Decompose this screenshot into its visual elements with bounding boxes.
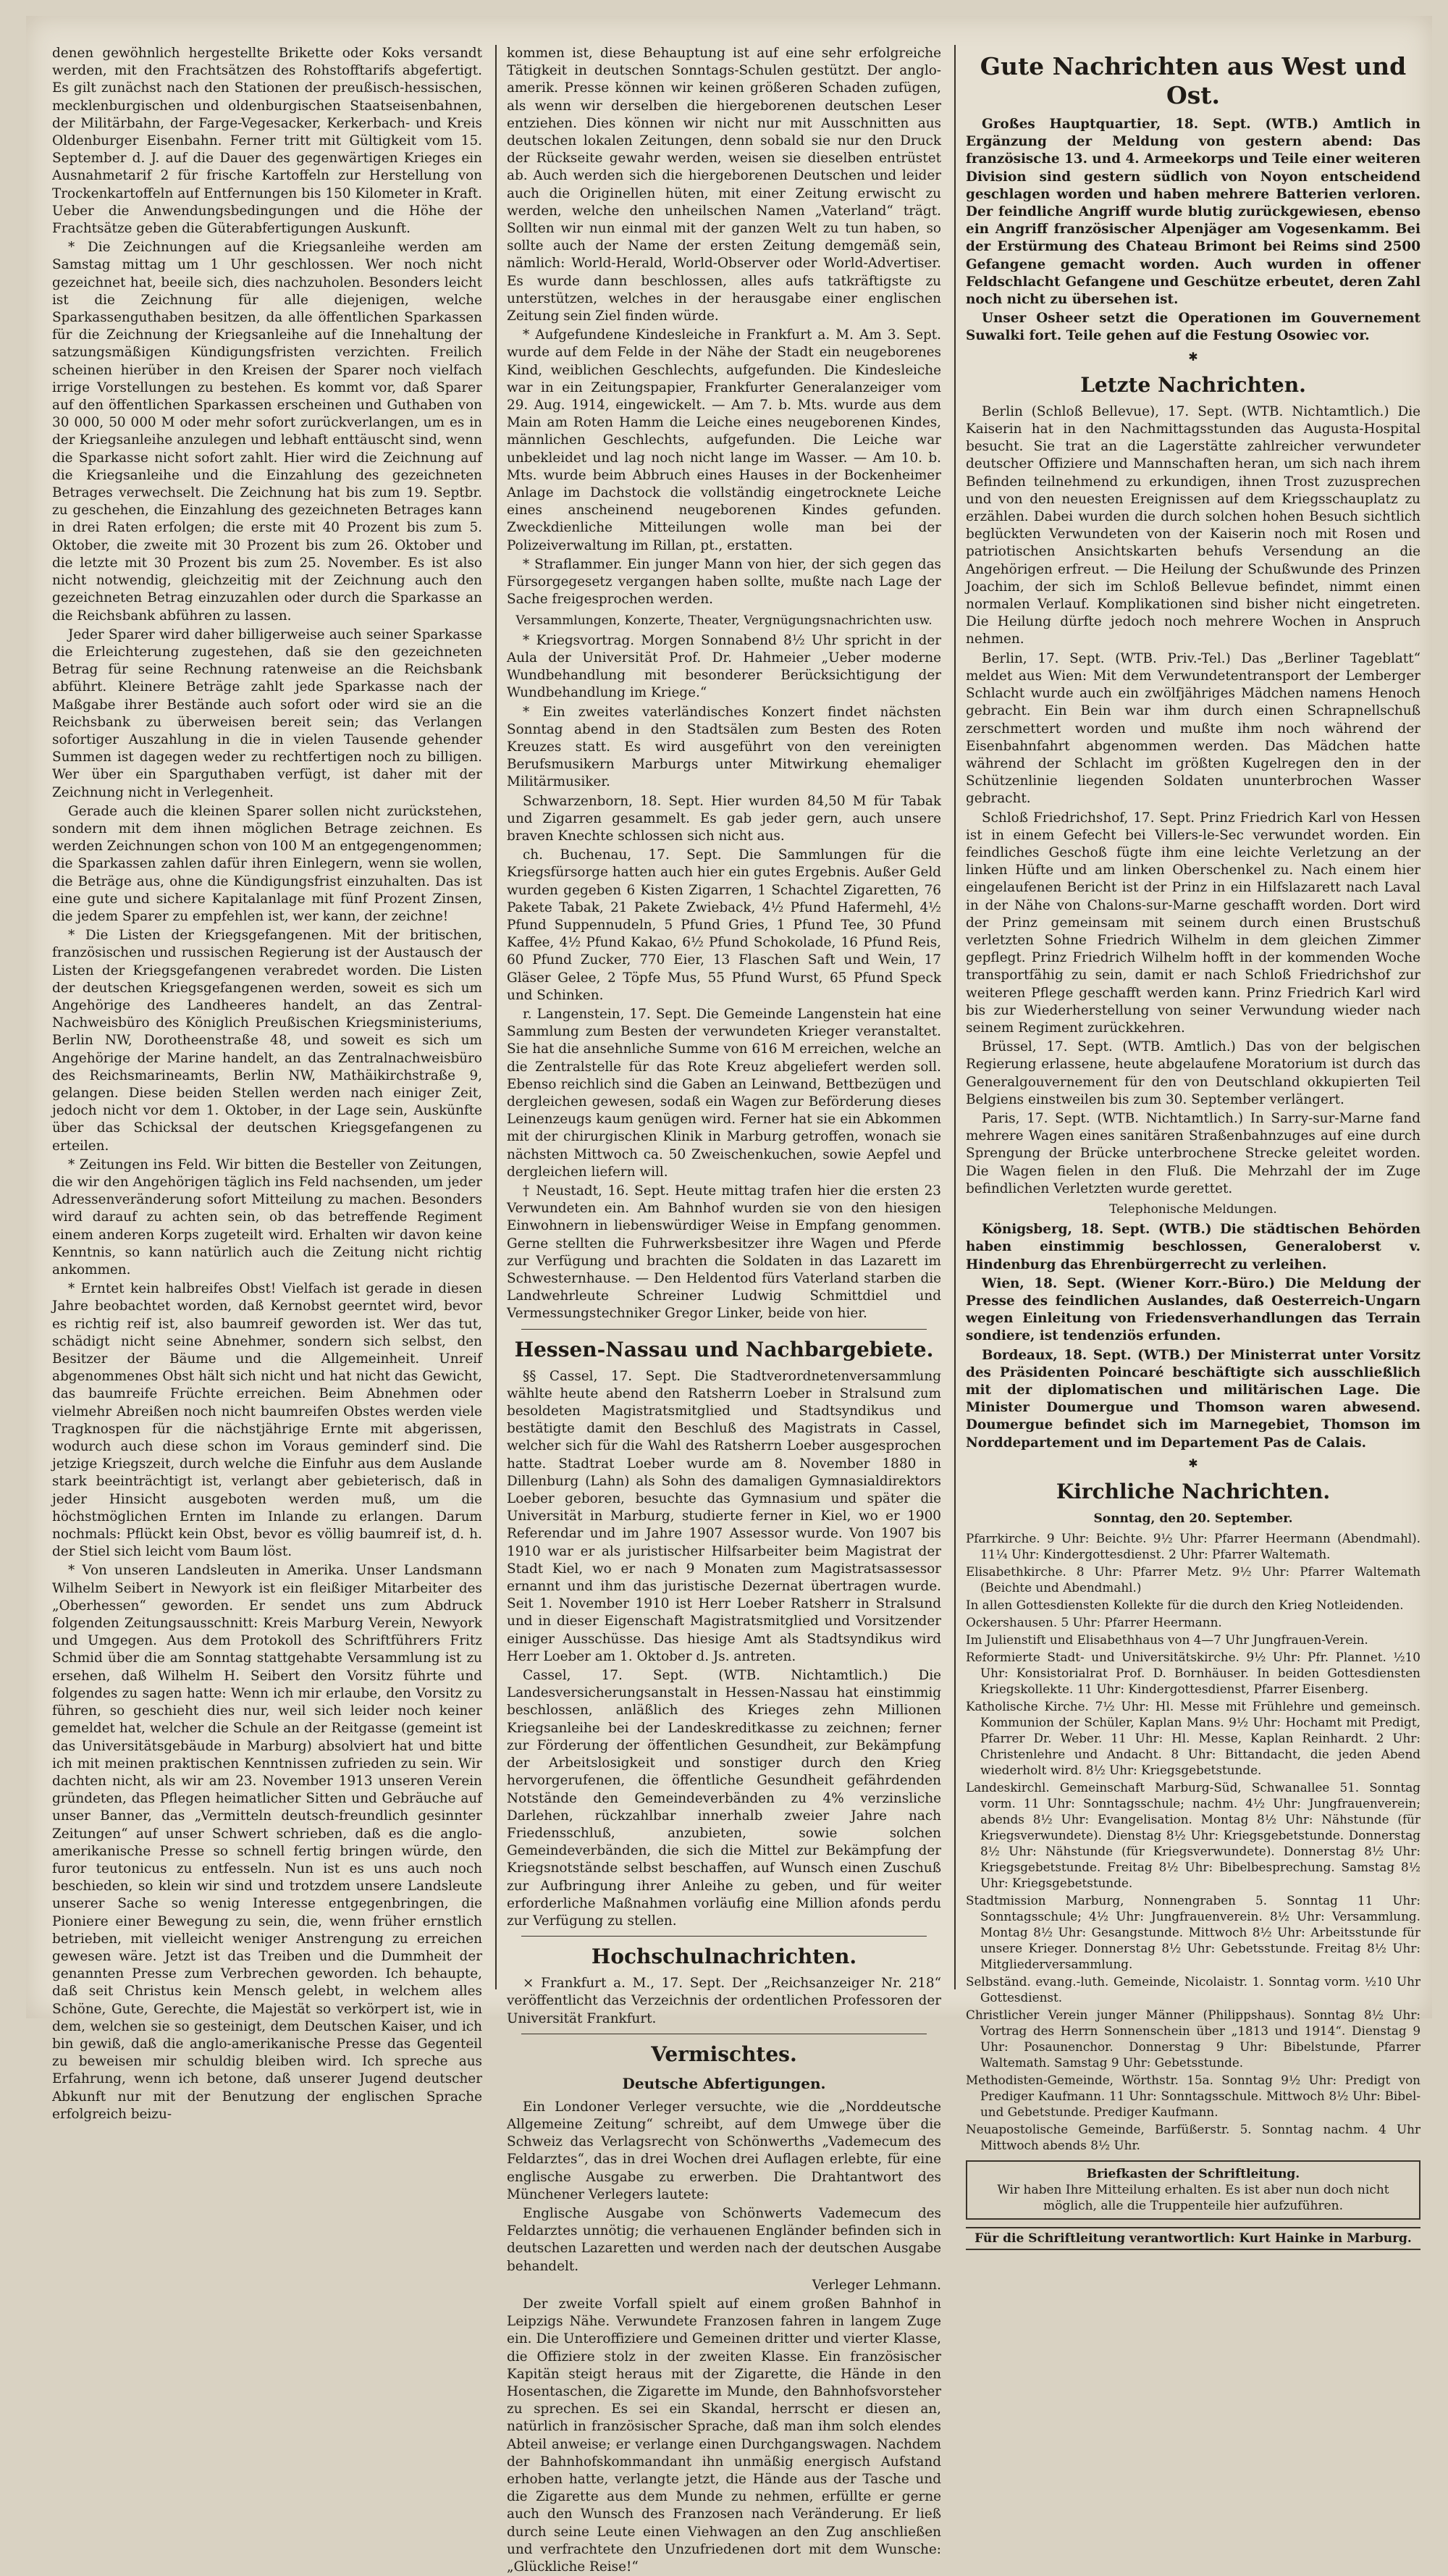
newspaper-page [26, 16, 1432, 2575]
church-item: Landeskirchl. Gemeinschaft Marburg-Süd, Schwanallee 51. Sonntag vorm. 11 Uhr: Sonntagsschule; nachm. 4½ Uhr: Jungfrauenverein; abends 8½ Uhr: Evangelisation. Montag 8½ Uhr: Nähstunde (für Kriegsverwundete). Dienstag 8½ Uhr: Kriegsgebetstunde. Donnerstag 8½ Uhr: Nähstunde (für Kriegsverwundete). Donnerstag 8½ Uhr: Kriegsgebetstunde. Freitag 8½ Uhr: Bibelbesprechung. Samstag 8½ Uhr: Kriegsgebetstunde. [966, 1780, 1420, 1891]
column-2 [507, 45, 941, 2575]
article-criminal-chamber: * Straflammer. Ein junger Mann von hier, der sich gegen das Fürsorgegesetz vergangen haben sollte, mußte nach Lage der Sache freigesprochen werden. [507, 556, 941, 608]
article-telegram-signature: Verleger Lehmann. [812, 2277, 941, 2293]
column-rule-1 [495, 45, 497, 1989]
church-item: Elisabethkirche. 8 Uhr: Pfarrer Metz. 9½ Uhr: Pfarrer Waltemath (Beichte und Abendmahl.) [966, 1564, 1420, 1595]
subheading-german-rebuffs: Deutsche Abfertigungen. [622, 2074, 826, 2092]
article-vienna: Wien, 18. Sept. (Wiener Korr.-Büro.) Die Meldung der Presse des feindlichen Auslandes, daß Oesterreich-Ungarn wegen Einleitung von Friedensverhandlungen das Terrain sondiere, ist tendenziös erfunden. [966, 1275, 1420, 1344]
heading-miscellaneous: Vermischtes. [651, 2042, 797, 2066]
article-cassel-insurance: Cassel, 17. Sept. (WTB. Nichtamtlich.) Die Landesversicherungsanstalt in Hessen-Nassau hat einstimmig beschlossen, anläßlich des Krieges zehn Millionen Kriegsanleihe bei der Landeskreditkasse zu zeichnen; ferner zur Förderung der öffentlichen Gesundheit, zur Bekämpfung der Arbeitslosigkeit und sonstiger durch den Krieg hervorgerufenen, die öffentliche Gesundheit gefährdenden Notstände den Gemeindeverbänden zu 4% verzinsliche Darlehen, rückzahlbar innerhalb zweier Jahre nach Friedensschluß, anzubieten, sowie solchen Gemeindeverbänden, die sich die Mittel zur Bekämpfung der Kriegsnotstände selbst beschaffen, auf Wunsch einen Zuschuß zur Aufbringung ihrer Anleihe zu geben, und für weiter erforderliche Maßnahmen vorläufig eine Million afonds perdu zur Verfügung zu stellen. [507, 1668, 941, 1929]
separator [521, 1936, 927, 1937]
church-item: Stadtmission Marburg, Nonnengraben 5. Sonntag 11 Uhr: Sonntagsschule; 4½ Uhr: Jungfrauenverein. 8½ Uhr: Versammlung. Montag 8½ Uhr: Gesangstunde. Mittwoch 8½ Uhr: Arbeitsstunde für unsere Krieger. Donnerstag 8½ Uhr: Gebetsstunde. Freitag 8½ Uhr: Mitgliederversammlung. [966, 1893, 1420, 1972]
church-item: Selbständ. evang.-luth. Gemeinde, Nicolaistr. 1. Sonntag vorm. ½10 Uhr Gottesdienst. [966, 1974, 1420, 2005]
article-bordeaux: Bordeaux, 18. Sept. (WTB.) Der Ministerrat unter Vorsitz des Präsidenten Poincaré beschäftigte sich ausschließlich mit der diplomatischen und militärischen Lage. Die Minister Doumergue und Thomson waren abwesend. Doumergue befindet sich im Marnegebiet, Thomson im Norddepartement und im Departement Pas de Calais. [966, 1347, 1420, 1451]
article-prisoner-lists: * Die Listen der Kriegsgefangenen. Mit der britischen, französischen und russischen Regierung ist der Austausch der Listen der Kriegsgefangenen verabredet worden. Die Listen der deutschen Kriegsgefangenen werden, soweit es sich um Angehörige des Landheeres handelt, an das Zentral-Nachweisbüro des Königlich Preußischen Kriegsministeriums, Berlin NW, Dorotheenstraße 48, und soweit es sich um Angehörige der Marine handelt, an das Zentralnachweisbüro des Reichsmarineamts, Berlin NW, Mathäikirchstraße 9, gelangen. Diese beiden Stellen werden nach einiger Zeit, jedoch nicht vor dem 1. Oktober, in der Lage sein, Auskünfte über das Schicksal der deutschen Kriegsgefangenen zu erteilen. [52, 928, 482, 1154]
editor-responsible: Für die Schriftleitung verantwortlich: Kurt Hainke in Marburg. [966, 2227, 1420, 2250]
mailbox-text: Wir haben Ihre Mitteilung erhalten. Es ist aber nun doch nicht möglich, alle die Truppenteile hier aufzuführen. [997, 2183, 1389, 2214]
heading-hessen-nassau: Hessen-Nassau und Nachbargebiete. [514, 1337, 934, 1362]
column-3: Gute Nachrichten aus West und Ost. Großes Hauptquartier, 18. Sept. (WTB.) Amtlich in Ergänzung der Meldung von gestern abend: Das französische 13. und 4. Armeekorps und Teile einer weiteren Division sind gestern südlich von Noyon entscheidend geschlagen worden und haben mehrere Batterien verloren. Der feindliche Angriff wurde blutig zurückgewiesen, ebenso ein Angriff französischer Alpenjäger am Vogesenkamm. Bei der Erstürmung des Chateau Brimont bei Reims sind 2500 Gefangene gemacht worden. Auch wurden in offener Feldschlacht Gefangene und Geschütze erbeutet, deren Zahl noch nicht zu übersehen ist. Unser Osheer setzt die Operationen im Gouvernement Suwalki fort. Teile gehen auf die Festung Osowiec vor. ✱ Letzte Nachrichten. Berlin (Schloß Bellevue), 17. Sept. (WTB. Nichtamtlich.) Die Kaiserin hat in den Nachmittagsstunden das Augusta-Hospital besucht. Sie trat an die Lagerstätte zahlreicher verwundeter deutscher Offiziere und Mannschaften heran, um sich nach ihrem Befinden teilnehmend zu erkundigen, ihnen Trost zuzusprechen und von den neuesten Ereignissen auf dem Kriegsschauplatz zu erzählen. Dabei wurden die durch solchen hohen Besuch sichtlich beglückten Verwundeten von der Kaiserin noch mit Rosen und patriotischen Ansichtskarten behufs Versendung an die Angehörigen erfreut. — Die Heilung der Schußwunde des Prinzen Joachim, der sich im Schloß Bellevue befindet, nimmt einen normalen Verlauf. Komplikationen sind bisher nicht eingetreten. Die Heilung dürfte jedoch noch mehrere Wochen in Anspruch nehmen. Berlin, 17. Sept. (WTB. Priv.-Tel.) Das „Berliner Tageblatt“ meldet aus Wien: Mit dem Verwundetentransport der Lemberger Schlacht wurde auch ein zwölfjähriges Mädchen namens Henoch gebracht. Ein Bein war ihm durch einen Schrapnellschuß zerschmettert worden und mußte ihm noch während der Eisenbahnfahrt abgenommen werden. Das Mädchen hatte während der Schlacht im größten Kugelregen den in der Schützenlinie liegenden Soldaten ununterbrochen Wasser gebracht. Schloß Friedrichshof, 17. Sept. Prinz Friedrich Karl von Hessen ist in einem Gefecht bei Villers-le-Sec verwundet worden. Ein feindliches Geschoß fügte ihm eine leichte Verletzung an der linken Hüfte und am linken Oberschenkel zu. Nach einem hier eingelaufenen Bericht ist der Prinz in ein Hilfslazarett nach Laval in der Nähe von Chalons-sur-Marne geschafft worden. Dort wird der Prinz gemeinsam mit seinem durch einen Brustschuß verletzten Sohne Friedrich Wilhelm in dem gleichen Zimmer gepflegt. Prinz Friedrich Wilhelm hofft in der kommenden Woche transportfähig zu sein, damit er nach Schloß Friedrichshof zur weiteren Pflege geschafft werden kann. Prinz Friedrich Karl wird bis zur Wiederherstellung von seiner Verwundung wieder nach seinem Regiment zurückkehren. Brüssel, 17. Sept. (WTB. Amtlich.) Das von der belgischen Regierung erlassene, heute abgelaufene Moratorium ist durch das Generalgouvernement für den von Deutschland okkupierten Teil Belgiens einstweilen bis zum 30. September verlängert. Paris, 17. Sept. (WTB. Nichtamtlich.) In Sarry-sur-Marne fand mehrere Wagen eines sanitären Straßenbahnzuges auf eine durch Sprengung der Brücke unterbrochene Strecke geleitet worden. Die Wagen fielen in den Fluß. Die Mehrzahl der im Zuge befindlichen Verletzten wurde gerettet. Telephonische Meldungen. Königsberg, 18. Sept. (WTB.) Die städtischen Behörden haben einstimmig beschlossen, Generaloberst v. Hindenburg das Ehrenbürgerrecht zu verleihen. Wien, 18. Sept. (Wiener Korr.-Büro.) Die Meldung der Presse des feindlichen Auslandes, daß Oesterreich-Ungarn wegen Einleitung von Friedensverhandlungen das Terrain sondiere, ist tendenziös erfunden. Bordeaux, 18. Sept. (WTB.) Der Ministerrat unter Vorsitz des Präsidenten Poincaré beschäftigte sich ausschließlich mit der diplomatischen und militärischen Lage. Die Minister Doumergue und Thomson waren abwesend. Doumergue befindet sich im Marnegebiet, Thomson im Norddepartement und im Departement Pas de Calais. ✱ Kirchliche Nachrichten. Sonntag, den 20. September. Pfarrkirche. 9 Uhr: Beichte. 9½ Uhr: Pfarrer Heermann (Abendmahl). 11¼ Uhr: Kindergottesdienst. 2 Uhr: Pfarrer Waltemath. Elisabethkirche. 8 Uhr: Pfarrer Metz. 9½ Uhr: Pfarrer Waltemath (Beichte und Abendmahl.) In allen Gottesdiensten Kollekte für die durch den Krieg Notleidenden. Ockershausen. 5 Uhr: Pfarrer Heermann. Im Julienstift und Elisabethhaus von 4—7 Uhr Jungfrauen-Verein. Reformierte Stadt- und Universitätskirche. 9½ Uhr: Pfr. Plannet. ½10 Uhr: Konsistorialrat Prof. D. Bornhäuser. In beiden Gottesdiensten Kriegskollekte. 11 Uhr: Kindergottesdienst, Pfarrer Eisenberg. Katholische Kirche. 7½ Uhr: Hl. Messe mit Frühlehre und gemeinsch. Kommunion der Schüler, Kaplan Mans. 9½ Uhr: Hochamt mit Predigt, Pfarrer Dr. Weber. 11 Uhr: Hl. Messe, Kaplan Reinhardt. 2 Uhr: Christenlehre und Andacht. 8 Uhr: Bittandacht, die jeden Abend wiederholt wird. 8½ Uhr: Kriegsgebetstunde. Landeskirchl. Gemeinschaft Marburg-Süd, Schwanallee 51. Sonntag vorm. 11 Uhr: Sonntagsschule; nachm. 4½ Uhr: Jungfrauenverein; abends 8½ Uhr: Evangelisation. Montag 8½ Uhr: Nähstunde (für Kriegsverwundete). Dienstag 8½ Uhr: Kriegsgebetstunde. Donnerstag 8½ Uhr: Nähstunde (für Kriegsverwundete). Donnerstag 8½ Uhr: Kriegsgebetstunde. Freitag 8½ Uhr: Bibelbesprechung. Samstag 8½ Uhr: Kriegsgebetstunde. Stadtmission Marburg, Nonnengraben 5. Sonntag 11 Uhr: Sonntagsschule; 4½ Uhr: Jungfrauenverein. 8½ Uhr: Versammlung. Montag 8½ Uhr: Gesangstunde. Mittwoch 8½ Uhr: Arbeitsstunde für unsere Krieger. Donnerstag 8½ Uhr: Gebetsstunde. Freitag 8½ Uhr: Mitgliederversammlung. Selbständ. evang.-luth. Gemeinde, Nicolaistr. 1. Sonntag vorm. ½10 Uhr Gottesdienst. Christlicher Verein junger Männer (Philippshaus). Sonntag 8½ Uhr: Vortrag des Herrn Sonnenschein über „1813 und 1914“. Dienstag 9 Uhr: Posaunenchor. Donnerstag 9 Uhr: Bibelstunde, Pfarrer Waltemath. Samstag 9 Uhr: Gebetsstunde. Methodisten-Gemeinde, Wörthstr. 15a. Sonntag 9½ Uhr: Predigt von Prediger Kaufmann. 11 Uhr: Sonntagsschule. Mittwoch 8½ Uhr: Bibel- und Gebetstunde. Prediger Kaufmann. Neuapostolische Gemeinde, Barfüßerstr. 5. Sonntag nachm. 4 Uhr Mittwoch abends 8½ Uhr. Briefkasten der Schriftleitung. Wir haben Ihre Mitteilung erhalten. Es ist aber nun doch nicht möglich, alle die Truppenteile hier aufzuführen. Für die Schriftleitung verantwortlich: Kurt Hainke in Marburg. [966, 45, 1420, 1989]
article-telegram-reply: Englische Ausgabe von Schönwerts Vademecum des Feldarztes unnötig; die verhauenen Engländer befinden sich in deutschen Lazaretten und werden nach der deutschen Ausgabe behandelt. [507, 2205, 941, 2274]
mailbox [966, 2160, 1420, 2220]
church-item: Katholische Kirche. 7½ Uhr: Hl. Messe mit Frühlehre und gemeinsch. Kommunion der Schüler, Kaplan Mans. 9½ Uhr: Hochamt mit Predigt, Pfarrer Dr. Weber. 11 Uhr: Hl. Messe, Kaplan Reinhardt. 2 Uhr: Christenlehre und Andacht. 8 Uhr: Bittandacht, die jeden Abend wiederholt wird. 8½ Uhr: Kriegsgebetstunde. [966, 1699, 1420, 1778]
article-schwarzenborn: Schwarzenborn, 18. Sept. Hier wurden 84,50 M für Tabak und Zigarren gesammelt. Es gab jeder gern, auch unsere braven Knechte schlossen sich nicht aus. [507, 793, 941, 844]
article-war-bond-small-savers: Gerade auch die kleinen Sparer sollen nicht zurückstehen, sondern mit dem ihnen möglichen Betrage zeichnen. Es werden Zeichnungen schon von 100 M an entgegengenommen; die Sparkassen zahlen dafür ihren Einlegern, wenn sie wollen, die Beträge aus, ohne die Kündigungsfrist einzuhalten. Das ist eine gute und sichere Kapitalanlage mit fünf Prozent Zinsen, die jedem Sparer zu empfehlen ist, wer kann, der zeichne! [52, 803, 482, 924]
article-berlin-tageblatt: Berlin, 17. Sept. (WTB. Priv.-Tel.) Das „Berliner Tageblatt“ meldet aus Wien: Mit dem Verwundetentransport der Lemberger Schlacht wurde auch ein zwölfjähriges Mädchen namens Henoch gebracht. Ein Bein war ihm durch einen Schrapnellschuß zerschmettert worden und mußte ihm noch während der Eisenbahnfahrt abgenommen werden. Das Mädchen hatte während der Schlacht im größten Kugelregen den in der Schützenlinie liegenden Soldaten ununterbrochen Wasser gebracht. [966, 650, 1420, 807]
article-concert: * Ein zweites vaterländisches Konzert findet nächsten Sonntag abend in den Stadtsälen zum Besten des Roten Kreuzes statt. Es wird ausgeführt von den vereinigten Berufsmusikern Marburgs unter Mitwirkung ehemaliger Militärmusiker. [507, 704, 941, 790]
article-freight-tariff: denen gewöhnlich hergestellte Brikette oder Koks versandt werden, mit den Frachtsätzen des Rohstofftarifs abgefertigt. Es gilt zunächst nach den Stationen der preußisch-hessischen, mecklenburgischen und oldenburgischen Staatseisenbahnen, der Militärbahn, der Farge-Vegesacker, Kerkerbach- und Kreis Oldenburger Eisenbahn. Ferner tritt mit Gültigkeit vom 15. September d. J. auf die Dauer des gegenwärtigen Krieges ein Ausnahmetarif 2 für frische Kartoffeln zur Herstellung von Trockenkartoffeln auf Entfernungen bis 150 Kilometer in Kraft. Ueber die Anwendungsbedingungen und die Höhe der Frachtsätze geben die Güterabfertigungen Auskunft. [52, 46, 482, 237]
article-headquarters: Großes Hauptquartier, 18. Sept. (WTB.) Amtlich in Ergänzung der Meldung von gestern abend: Das französische 13. und 4. Armeekorps und Teile einer weiteren Division sind gestern südlich von Noyon entscheidend geschlagen worden und haben mehrere Batterien verloren. Der feindliche Angriff wurde blutig zurückgewiesen, ebenso ein Angriff französischer Alpenjäger am Vogesenkamm. Bei der Erstürmung des Chateau Brimont bei Reims sind 2500 Gefangene gemacht worden. Auch wurden in offener Feldschlacht Gefangene und Geschütze erbeutet, deren Zahl noch nicht zu übersehen ist. [966, 117, 1420, 308]
article-brussels: Brüssel, 17. Sept. (WTB. Amtlich.) Das von der belgischen Regierung erlassene, heute abgelaufene Moratorium ist durch das Generalgouvernement für den von Deutschland okkupierten Teil Belgiens einstweilen bis zum 30. September verlängert. [966, 1039, 1420, 1107]
article-infant-remains: * Aufgefundene Kindesleiche in Frankfurt a. M. Am 3. Sept. wurde auf dem Felde in der Nähe der Stadt ein neugeborenes Kind, weiblichen Geschlechts, aufgefunden. Die Kindesleiche war in ein Zeitungspapier, Frankfurter Generalanzeiger vom 29. Aug. 1914, eingewickelt. — Am 7. b. Mts. wurde aus dem Main am Roten Hamm die Leiche eines neugeborenen Kindes, männlichen Geschlechts, aufgefunden. Die Leiche war unbekleidet und lag noch nicht lange im Wasser. — Am 10. b. Mts. wurde beim Abbruch eines Hauses in der Bockenheimer Anlage im Dachstock die vollständig eingetrocknete Leiche eines anscheinend neugeborenen Kindes gefunden. Zweckdienliche Mitteilungen wolle man bei der Polizeiverwaltung im Rillan, pt., erstatten. [507, 327, 941, 553]
mailbox-title: Briefkasten der Schriftleitung. [1086, 2167, 1300, 2182]
church-item: Reformierte Stadt- und Universitätskirche. 9½ Uhr: Pfr. Plannet. ½10 Uhr: Konsistorialrat Prof. D. Bornhäuser. In beiden Gottesdiensten Kriegskollekte. 11 Uhr: Kindergottesdienst, Pfarrer Eisenberg. [966, 1650, 1420, 1697]
church-item: In allen Gottesdiensten Kollekte für die durch den Krieg Notleidenden. [966, 1598, 1404, 1613]
article-berlin-empress: Berlin (Schloß Bellevue), 17. Sept. (WTB. Nichtamtlich.) Die Kaiserin hat in den Nachmittagsstunden das Augusta-Hospital besucht. Sie trat an die Lagerstätte zahlreicher verwundeter deutscher Offiziere und Mannschaften heran, um sich nach ihrem Befinden teilnehmend zu erkundigen, ihnen Trost zuzusprechen und von den neuesten Ereignissen auf dem Kriegsschauplatz zu erzählen. Dabei wurden die durch solchen hohen Besuch sichtlich beglückten Verwundeten von der Kaiserin noch mit Rosen und patriotischen Ansichtskarten behufs Versendung an die Angehörigen erfreut. — Die Heilung der Schußwunde des Prinzen Joachim, der sich im Schloß Bellevue befindet, nimmt einen normalen Verlauf. Komplikationen sind bisher nicht eingetreten. Die Heilung dürfte jedoch noch mehrere Wochen in Anspruch nehmen. [966, 403, 1420, 647]
church-item: Pfarrkirche. 9 Uhr: Beichte. 9½ Uhr: Pfarrer Heermann (Abendmahl). 11¼ Uhr: Kindergottesdienst. 2 Uhr: Pfarrer Waltemath. [966, 1531, 1420, 1562]
section-events: Versammlungen, Konzerte, Theater, Vergnügungsnachrichten usw. [515, 613, 933, 628]
article-koenigsberg: Königsberg, 18. Sept. (WTB.) Die städtischen Behörden haben einstimmig beschlossen, Generaloberst v. Hindenburg das Ehrenbürgerrecht zu verleihen. [966, 1222, 1420, 1272]
article-buchenau: ch. Buchenau, 17. Sept. Die Sammlungen für die Kriegsfürsorge hatten auch hier ein gutes Ergebnis. Außer Geld wurden gegeben 6 Kisten Zigarren, 1 Schachtel Zigaretten, 76 Pakete Tabak, 21 Pakete Zwieback, 4½ Pfund Hafermehl, 4½ Pfund Suppennudeln, 5 Pfund Gries, 1 Pfund Tee, 30 Pfund Kaffee, 4½ Pfund Kakao, 6½ Pfund Schokolade, 16 Pfund Reis, 60 Pfund Zucker, 770 Eier, 13 Flaschen Saft und Wein, 17 Gläser Gelee, 2 Töpfe Mus, 55 Pfund Wurst, 65 Pfund Speck und Schinken. [507, 847, 941, 1003]
subheading-telephone: Telephonische Meldungen. [1109, 1201, 1277, 1217]
separator [521, 1329, 927, 1330]
church-item: Methodisten-Gemeinde, Wörthstr. 15a. Sonntag 9½ Uhr: Predigt von Prediger Kaufmann. 11 Uhr: Sonntagsschule. Mittwoch 8½ Uhr: Bibel- und Gebetstunde. Prediger Kaufmann. [966, 2073, 1420, 2120]
column-1 [52, 45, 482, 2122]
article-war-lecture: * Kriegsvortrag. Morgen Sonnabend 8½ Uhr spricht in der Aula der Universität Prof. Dr. Hahmeier „Ueber moderne Wundbehandlung mit besonderer Berücksichtigung der Wundbehandlung im Kriege.“ [507, 632, 941, 701]
article-paris: Paris, 17. Sept. (WTB. Nichtamtlich.) In Sarry-sur-Marne fand mehrere Wagen eines sanitären Straßenbahnzuges auf eine durch Sprengung der Brücke unterbrochene Strecke geleitet worden. Die Wagen fielen in den Fluß. Die Mehrzahl der im Zuge befindlichen Verletzten wurde gerettet. [966, 1110, 1420, 1196]
column-rule-2 [954, 45, 956, 1989]
article-neustadt: † Neustadt, 16. Sept. Heute mittag trafen hier die ersten 23 Verwundeten ein. Am Bahnhof wurden sie von den hiesigen Einwohnern in liebenswürdiger Weise in Empfang genommen. Gerne stellten die Fuhrwerksbesitzer ihre Wagen und Pferde zur Verfügung und brachten die Soldaten in das Lazarett im Schwesternhause. — Den Heldentod fürs Vaterland starben die Landwehrleute Schreiner Ludwig Schmittdiel und Vermessungstechniker Gregor Linker, beide von hier. [507, 1183, 941, 1322]
article-friedrichshof: Schloß Friedrichshof, 17. Sept. Prinz Friedrich Karl von Hessen ist in einem Gefecht bei Villers-le-Sec verwundet worden. Ein feindliches Geschoß fügte ihm eine leichte Verletzung an der linken Hüfte und am linken Oberschenkel zu. Nach einem hier eingelaufenen Bericht ist der Prinz in ein Hilfslazarett nach Laval in der Nähe von Chalons-sur-Marne geschafft worden. Dort wird der Prinz gemeinsam mit seinem durch einen Brustschuß verletzten Sohne Friedrich Wilhelm in dem gleichen Zimmer gepflegt. Prinz Friedrich Wilhelm hofft in der kommenden Woche transportfähig zu sein, damit er nach Schloß Friedrichshof zur weiteren Pflege geschafft werden kann. Prinz Friedrich Karl wird bis zur Wiederherstellung von seiner Verwundung wieder nach seinem Regiment zurückkehren. [966, 810, 1420, 1036]
article-frankfurt-university: × Frankfurt a. M., 17. Sept. Der „Reichsanzeiger Nr. 218“ veröffentlicht das Verzeichnis der ordentlichen Professoren der Universität Frankfurt. [507, 1976, 941, 2026]
church-item: Ockershausen. 5 Uhr: Pfarrer Heermann. [966, 1615, 1222, 1630]
heading-church-news: Kirchliche Nachrichten. [1056, 1480, 1331, 1504]
separator [521, 2034, 927, 2035]
article-unripe-fruit: * Erntet kein halbreifes Obst! Vielfach ist gerade in diesen Jahre beobachtet worden, daß Kernobst geerntet wird, bevor es richtig reif ist, also baumreif geworden ist. Wer das tut, schädigt nicht seine Abnehmer, sondern sich selbst, den Besitzer der Bäume und die Allgemeinheit. Unreif abgenommenes Obst hält sich nicht und hat nicht das Gewicht, das baumreife Früchte erreichen. Beim Abnehmen oder vielmehr Abreißen noch nicht baumreifen Obstes werden viele Tragknospen für die nächstjährige Ernte mit abgerissen, wodurch auch diese schon im Voraus geminderf sind. Die jetzige Kriegszeit, durch welche die Einfuhr aus dem Auslande stark beeinträchtigt ist, verlangt aber gebieterisch, daß in jeder Hinsicht ausgeboten werden muß, um die höchstmöglichen Ernten im Inlande zu erlangen. Darum nochmals: Pflückt kein Obst, bevor es völlig baumreif ist, d. h. der Stiel sich leicht vom Baum löst. [52, 1281, 482, 1560]
heading-university-news: Hochschulnachrichten. [591, 1944, 857, 1969]
article-america-cont: kommen ist, diese Behauptung ist auf eine sehr erfolgreiche Tätigkeit in deutschen Sonntags-Schulen gestützt. Der anglo-amerik. Presse können wir keinen größeren Schaden zufügen, als wenn wir derselben die hiergeborenen deutschen Leser entziehen. Dies können wir nicht nur mit Ausschnitten aus deutschen lokalen Zeitungen, denn sobald sie nur den Druck der Rückseite gewahr werden, weisen sie dieselben entrüstet ab. Auch werden sich die hiergeborenen Deutschen und leider auch die Originellen hüten, mit einer Zeitung erwischt zu werden, welche den unheilschen Namen „Vaterland“ trägt. Sollten wir nun einmal mit der ganzen Welt zu tun haben, so sollte auch der Name der ersten Zeitung demgemäß sein, nämlich: World-Herald, World-Observer oder World-Advertiser. Es wurde dann beschlossen, alles aufs tatkräftigste zu unterstützen, welches in der herausgabe einer englischen Zeitung sein Ziel finden würde. [507, 46, 941, 324]
church-date: Sonntag, den 20. September. [1093, 1511, 1293, 1527]
article-langenstein: r. Langenstein, 17. Sept. Die Gemeinde Langenstein hat eine Sammlung zum Besten der verwundeten Krieger veranstaltet. Sie hat die ansehnliche Summe von 616 M erreichen, welche an die Zentralstelle für das Rote Kreuz abgeliefert werden soll. Ebenso reichlich sind die Gaben an Leinwand, Bettbezügen und dergleichen gewesen, sodaß ein Wagen zur Beförderung dieses Leinenzeugs kaum genügen wird. Ferner hat sie ein Abkommen mit der chirurgischen Klinik in Marburg getroffen, wonach sie nächsten Mittwoch ca. 50 Zweischenkuchen, sowie Aepfel und dergleichen liefern will. [507, 1006, 941, 1180]
church-item: Im Julienstift und Elisabethhaus von 4—7 Uhr Jungfrauen-Verein. [966, 1632, 1368, 1648]
article-french-captain: Der zweite Vorfall spielt auf einem großen Bahnhof in Leipzigs Nähe. Verwundete Franzosen fahren in langem Zuge ein. Die Unteroffiziere und Gemeinen dritter und vierter Klasse, die Offiziere stolz in der zweiten Klasse. Ein französischer Kapitän steigt heraus mit der Zigarette, die Hände in den Hosentaschen, die Zigarette im Munde, den Bahnhofsvorsteher zu sprechen. Es sei ein Skandal, herrscht er diesen an, natürlich in französischer Sprache, daß man ihm solch elendes Abteil anweise; er verlange einen Durchgangswagen. Nachdem der Bahnhofskommandant ihn unmäßig energisch Aufstand erhoben hatte, verlangte jetzt, die Hände aus der Tasche und die Zigarette aus dem Munde zu nehmen, erfüllte er gerne auch den Wunsch des Franzosen nach Veränderung. Er ließ durch seine Leute einen Viehwagen an den Zug anschließen und verfrachtete den Unzufriedenen dort mit dem Wunsche: „Glückliche Reise!“ [507, 2296, 941, 2575]
church-item: Neuapostolische Gemeinde, Barfüßerstr. 5. Sonntag nachm. 4 Uhr Mittwoch abends 8½ Uhr. [966, 2122, 1420, 2153]
heading-latest-news: Letzte Nachrichten. [1080, 372, 1306, 397]
article-war-bond-cont: Jeder Sparer wird daher billigerweise auch seiner Sparkasse die Erleichterung zugestehen, daß sie den gezeichneten Betrag für seine Rechnung ratenweise an die Reichsbank abführt. Kleinere Beträge zahlt jede Sparkasse nach der Maßgabe ihrer Bestände auch sofort oder wird sie an die Reichsbank zu überweisen bereit sein; das Verlangen sofortiger Auszahlung in die in vielen Tausende gehender Summen ist dagegen weder zu rechtfertigen noch zu billigen. Wer über ein Sparguthaben verfügt, ist daher mit der Zeichnung nicht in Verlegenheit. [52, 626, 482, 800]
article-war-bond: * Die Zeichnungen auf die Kriegsanleihe werden am Samstag mittag um 1 Uhr geschlossen. Wer noch nicht gezeichnet hat, beeile sich, dies nachzuholen. Besonders leicht ist die Zeichnung für alle diejenigen, welche Sparkassenguthaben besitzen, da alle öffentlichen Sparkassen für die Zeichnung der Kriegsanleihe auf die Innehaltung der satzungsmäßigen Kündigungsfristen verzichten. Freilich scheinen hierüber in den Kreisen der Sparer noch vielfach irrige Vorstellungen zu bestehen. Es kommt vor, daß Sparer auf den öffentlichen Sparkassen erscheinen und Guthaben von 30 000, 50 000 M oder mehr sofort zurückverlangen, um es in der Kriegsanleihe anzulegen und lebhaft enttäuscht sind, wenn die Sparkasse nicht sofort zahlt. Hier wird die Zeichnung auf die Kriegsanleihe und die Einzahlung des gezeichneten Betrages verwechselt. Die Zeichnung hat bis zum 19. Septbr. zu geschehen, die Einzahlung des gezeichneten Betrages kann in drei Raten erfolgen; die erste mit 40 Prozent bis zum 5. Oktober, die zweite mit 30 Prozent bis zum 26. Oktober und die letzte mit 30 Prozent bis zum 25. November. Es ist also nicht notwendig, gleichzeitig mit der Zeichnung auch den gezeichneten Betrag einzuzahlen oder durch die Sparkasse an die Reichsbank abführen zu lassen. [52, 240, 482, 624]
article-eastern-army: Unser Osheer setzt die Operationen im Gouvernement Suwalki fort. Teile gehen auf die Festung Osowiec vor. [966, 311, 1420, 344]
church-listing [966, 1530, 1420, 2153]
article-cassel-loeber: §§ Cassel, 17. Sept. Die Stadtverordnetenversammlung wählte heute abend den Ratsherrn Loeber in Stralsund zum besoldeten Magistratsmitglied und Stadtsyndikus und bestätigte damit den Beschluß des Magistrats in Cassel, welcher sich für die Wahl des Ratsherrn Loeber ausgesprochen hatte. Stadtrat Loeber wurde am 8. November 1880 in Dillenburg (Lahn) als Sohn des damaligen Gymnasialdirektors Loeber geboren, besuchte das Gymnasium und später die Universität in Marburg, studierte ferner in Kiel, wo er 1900 Referendar und im Jahre 1907 Assessor wurde. Von 1907 bis 1910 war er als juristischer Hilfsarbeiter beim Magistrat der Stadt Kiel, wo er nach 9 Monaten zum Magistratsassessor ernannt und ihm das juristische Dezernat übertragen wurde. Seit 1. November 1910 ist Herr Loeber Ratsherr in Stralsund und in dieser Eigenschaft Magistratsmitglied und Vorsitzender einiger Ausschüsse. Das hiesige Amt als Stadtsyndikus wird Herr Loeber am 1. Oktober d. Js. antreten. [507, 1368, 941, 1664]
article-newspapers-to-front: * Zeitungen ins Feld. Wir bitten die Besteller von Zeitungen, die wir den Angehörigen täglich ins Feld nachsenden, um jeder Adressenveränderung sofort Mitteilung zu machen. Besonders wird darauf zu achten sein, ob das betreffende Regiment einem anderen Korps zugeteilt wird. Erhalten wir davon keine Kenntnis, so kann natürlich auch die Zeitung nicht richtig ankommen. [52, 1157, 482, 1278]
article-london-publisher: Ein Londoner Verleger versuchte, wie die „Norddeutsche Allgemeine Zeitung“ schreibt, auf dem Umwege über die Schweiz das Verlagsrecht von Schönwerths „Vademecum des Feldarztes“, das in drei Wochen drei Auflagen erlebte, für eine englische Ausgabe zu erwerben. Die Drahtantwort des Münchener Verlegers lautete: [507, 2099, 941, 2202]
church-item: Christlicher Verein junger Männer (Philippshaus). Sonntag 8½ Uhr: Vortrag des Herrn Sonnenschein über „1813 und 1914“. Dienstag 9 Uhr: Posaunenchor. Donnerstag 9 Uhr: Bibelstunde, Pfarrer Waltemath. Samstag 9 Uhr: Gebetsstunde. [966, 2007, 1420, 2071]
article-america: * Von unseren Landsleuten in Amerika. Unser Landsmann Wilhelm Seibert in Newyork ist ein fleißiger Mitarbeiter des „Oberhessen“ geworden. Er sendet uns zum Abdruck folgenden Zeitungsausschnitt: Kreis Marburg Verein, Newyork und Umgegen. Aus dem Protokoll des Schriftführers Fritz Schmid über die am Sonntag stattgehabte Versammlung ist zu ersehen, daß Wilhelm H. Seibert den Vorsitz führte und folgendes zu sagen hatte: Wenn ich mir erlaube, den Vorsitz zu führen, so geschieht dies nur, weil sich leider noch keiner gemeldet hat, welcher die Schule an der Reitgasse (gemeint ist das Universitätsgebäude in Marburg) absolviert hat und bitte ich mit meinen praktischen Kenntnissen zufrieden zu sein. Wir dachten nicht, als wir am 23. November 1913 unseren Verein gründeten, das Pflegen heimatlicher Sitten und Gebräuche auf unser Banner, das „Vermitteln deutsch-freundlich gesinnter Zeitungen“ auf unser Schwert schrieben, daß es die anglo-amerikanische Presse so schnell fertig bringen würde, den furor teutonicus zu entfesseln. Nun ist es uns auch noch beschieden, so klein wir sind und trotzdem unsere Landsleute unserer Sache so wenig Interesse entgegenbringen, die Pioniere einer Bewegung zu sein, die, wenn früher ernstlich betrieben, mit vielleicht weniger Anstrengung zu erreichen gewesen wäre. Jetzt ist das Treiben und die Dummheit der genannten Presse zum Verbrechen geworden. Ich behaupte, daß seit Christus kein Mensch gelebt, in welchem alles Schöne, Gute, Gerechte, die Majestät so verkörpert ist, wie in dem, welchen sie so gesteinigt, dem Deutschen Kaiser, und ich bin gewiß, daß die anglo-amerikanische Presse das Gegenteil zu beweisen mir schuldig bleiben wird. Ich spreche aus Erfahrung, wenn ich betone, daß unserer Jugend deutscher Abkunft nur mit der Benutzung der englischen Sprache erfolgreich beizu- [52, 1563, 482, 2122]
heading-good-news: Gute Nachrichten aus West und Ost. [980, 52, 1407, 109]
